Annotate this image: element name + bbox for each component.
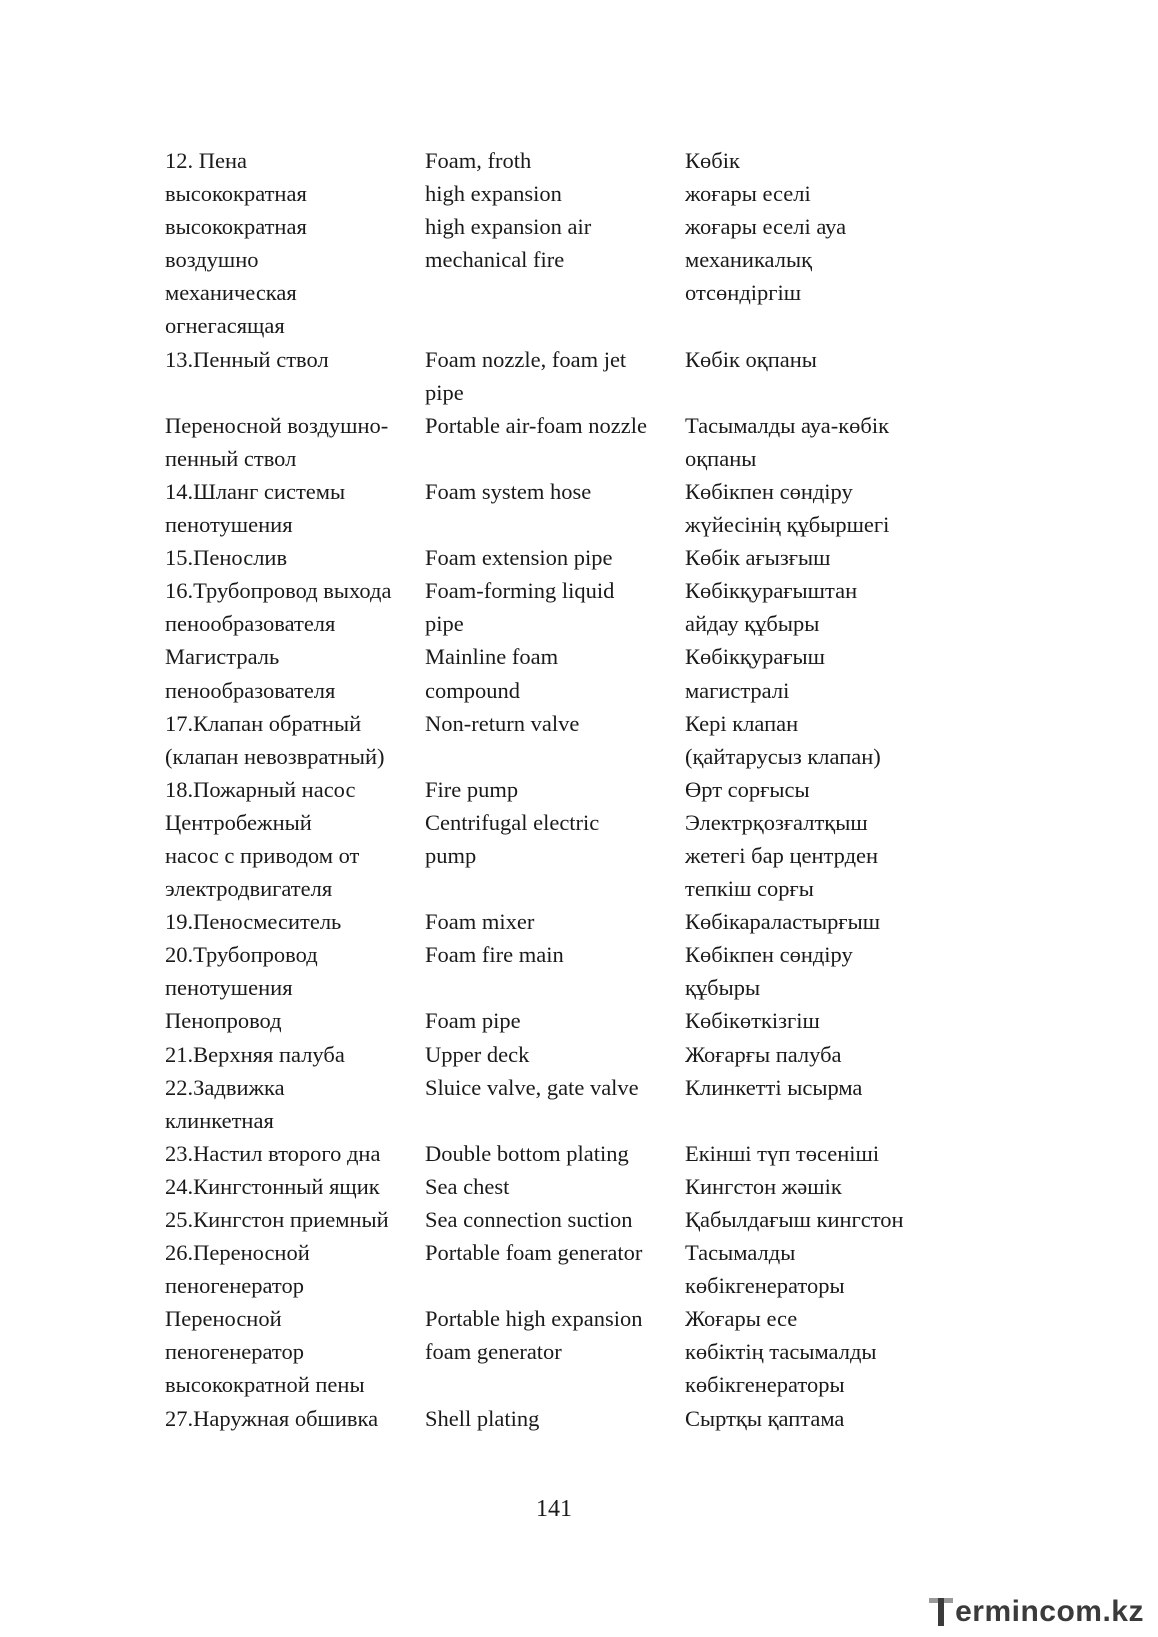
term-kazakh: Электрқозғалтқыш жетегі бар центрден тепкіш сорғы (685, 809, 879, 902)
term-kazakh: Кері клапан (қайтарусыз клапан) (685, 710, 881, 769)
glossary-row (165, 905, 945, 938)
term-english: Shell plating (425, 1405, 540, 1431)
term-russian: 26.Переносной пеногенератор (165, 1240, 310, 1299)
term-kazakh: Жоғары есе көбіктің тасымалды көбікгенераторы (685, 1306, 877, 1398)
term-kazakh: Көбік оқпаны (685, 346, 817, 372)
term-kazakh: Көбікөткізгіш (685, 1008, 820, 1034)
term-kazakh: Көбікпен сөндіру жүйесінің құбыршегі (685, 478, 890, 538)
term-russian: 15.Пенослив (165, 545, 288, 571)
term-russian: 27.Наружная обшивка (165, 1405, 379, 1431)
term-english: Portable air-foam nozzle (425, 412, 647, 438)
term-english: Foam fire main (425, 942, 564, 968)
term-english: Foam nozzle, foam jet pipe (425, 346, 627, 405)
glossary-row (165, 773, 945, 806)
term-english: Double bottom plating (425, 1140, 629, 1166)
glossary-row (165, 475, 945, 541)
term-english: Upper deck (425, 1041, 530, 1067)
term-russian: Переносной воздушно- пенный ствол (165, 412, 389, 471)
term-kazakh: Жоғарғы палуба (685, 1041, 842, 1067)
term-russian: Пенопровод (165, 1008, 282, 1034)
term-english: Foam extension pipe (425, 545, 613, 571)
term-russian: 19.Пеносмеситель (165, 909, 342, 935)
glossary-row (165, 1038, 945, 1071)
term-english: Foam pipe (425, 1008, 521, 1034)
glossary-row (165, 409, 945, 475)
term-kazakh: Көбікараластырғыш (685, 909, 881, 935)
page-number: 141 (536, 1496, 572, 1522)
glossary-row (165, 707, 945, 773)
term-russian: Центробежный насос с приводом от электродвигателя (165, 809, 360, 902)
glossary-row (165, 574, 945, 640)
watermark-text: ermincom.kz (955, 1595, 1144, 1628)
term-kazakh: Кингстон жәшік (685, 1173, 842, 1199)
term-english: Mainline foam compound (425, 644, 559, 703)
glossary-row (165, 1071, 945, 1137)
term-kazakh: Қабылдағыш кингстон (685, 1207, 904, 1232)
term-english: Portable foam generator (425, 1240, 643, 1266)
term-english: Sea chest (425, 1173, 510, 1199)
glossary-row (165, 1236, 945, 1302)
term-russian: 25.Кингстон приемный (165, 1207, 389, 1232)
glossary-row (165, 144, 945, 343)
term-kazakh: Тасымалды ауа-көбік оқпаны (685, 412, 890, 471)
term-russian: 20.Трубопровод пенотушения (165, 942, 318, 1001)
glossary-row (165, 1302, 945, 1401)
term-russian: 23.Настил второго дна (165, 1140, 381, 1166)
term-english: Foam-forming liquid pipe (425, 578, 615, 637)
term-english: Foam, froth high expansion high expansion air mechanical fire (425, 148, 592, 273)
term-english: Foam system hose (425, 478, 592, 504)
term-kazakh: Тасымалды көбікгенераторы (685, 1240, 845, 1299)
site-watermark (929, 1595, 1144, 1629)
term-kazakh: Көбікпен сөндіру құбыры (685, 942, 853, 1001)
glossary-row (165, 806, 945, 905)
glossary-row (165, 1170, 945, 1203)
term-kazakh: Көбікқурағыштан айдау құбыры (685, 578, 858, 637)
term-russian: 12. Пена высокократная высокократная воздушно механическая огнегасящая (165, 148, 307, 339)
term-english: Portable high expansion foam generator (425, 1306, 643, 1365)
term-russian: Магистраль пенообразователя (165, 644, 336, 703)
term-kazakh: Көбік жоғары еселі жоғары еселі ауа механикалық отсөндіргіш (685, 148, 847, 306)
term-english: Non-return valve (425, 710, 580, 736)
term-kazakh: Сыртқы қаптама (685, 1405, 845, 1431)
term-english: Fire pump (425, 776, 519, 802)
term-russian: 21.Верхняя палуба (165, 1041, 345, 1067)
term-kazakh: Өрт сорғысы (685, 776, 810, 802)
glossary-row (165, 1402, 945, 1435)
term-kazakh: Көбік ағызғыш (685, 545, 831, 571)
term-english: Centrifugal electric pump (425, 809, 600, 868)
term-russian: Переносной пеногенератор высокократной пены (165, 1306, 365, 1398)
glossary-row (165, 938, 945, 1004)
term-russian: 22.Задвижка клинкетная (165, 1074, 285, 1133)
term-kazakh: Көбікқурағыш магистралі (685, 644, 825, 703)
glossary-body (165, 144, 945, 1435)
glossary-table (165, 144, 945, 1435)
glossary-row (165, 1004, 945, 1037)
term-russian: 18.Пожарный насос (165, 776, 356, 802)
glossary-row (165, 640, 945, 706)
term-russian: 17.Клапан обратный (клапан невозвратный) (165, 710, 385, 769)
term-kazakh: Екінші түп төсеніші (685, 1140, 880, 1166)
term-english: Sea connection suction (425, 1207, 633, 1232)
glossary-row (165, 343, 945, 409)
t-logo-icon (929, 1596, 953, 1628)
term-russian: 24.Кингстонный ящик (165, 1173, 380, 1199)
term-english: Foam mixer (425, 909, 535, 935)
glossary-row (165, 1137, 945, 1170)
glossary-row (165, 1203, 945, 1236)
term-russian: 14.Шланг системы пенотушения (165, 478, 346, 538)
term-russian: 13.Пенный ствол (165, 346, 329, 372)
glossary-row (165, 541, 945, 574)
term-kazakh: Клинкетті ысырма (685, 1074, 863, 1100)
term-russian: 16.Трубопровод выхода пенообразователя (165, 578, 392, 637)
term-english: Sluice valve, gate valve (425, 1074, 639, 1100)
